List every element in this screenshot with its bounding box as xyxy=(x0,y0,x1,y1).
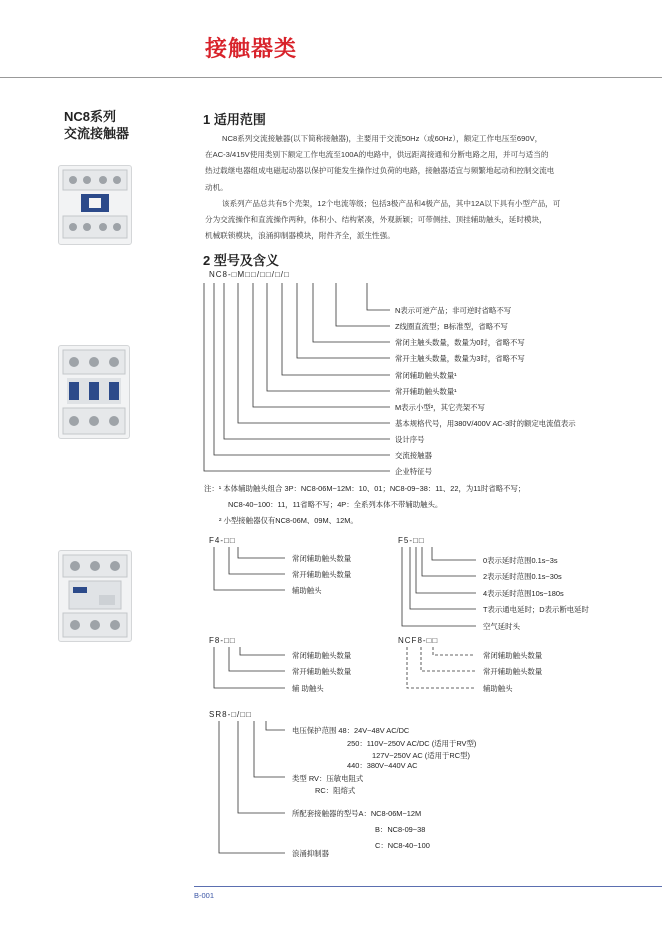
ncf8-aux-nc-count: 常闭辅助触头数量 xyxy=(483,651,543,660)
f5-range-2: 2表示延时范围0.1s~30s xyxy=(483,572,562,581)
text-line: 分为交流操作和直流操作两种，体积小、结构紧凑，外观新颖；可带侧挂、顶挂辅助触头，延时模块， xyxy=(205,215,547,225)
f4-code: F4-□□ xyxy=(209,536,236,545)
designation-aux-nc-count: 常闭辅助触头数量¹ xyxy=(395,371,457,380)
sr8-voltage-range: 电压保护范围 48：24V~48V AC/DC xyxy=(292,726,410,735)
f5-code: F5-□□ xyxy=(398,536,425,545)
sr8-voltage-127: 127V~250V AC (适用于RC型) xyxy=(372,751,470,760)
page-header-title: 接触器类 xyxy=(205,36,298,61)
sr8-model-c: C：NC8-40~100 xyxy=(375,841,430,850)
note-line: 注：¹ 本体辅助触头组合 3P：NC8-06M~12M：10、01；NC8-09~38：11、22，为11时省略不写； xyxy=(204,484,526,493)
f4-aux-contact: 辅助触头 xyxy=(292,586,322,595)
designation-aux-no-count: 常开辅助触头数量¹ xyxy=(395,387,457,396)
text-line: 动机。 xyxy=(205,182,228,192)
sr8-type-rc: RC：阻熔式 xyxy=(315,786,356,795)
designation-design-serial: 设计序号 xyxy=(395,435,425,444)
sr8-type-rv: 类型 RV：压敏电阻式 xyxy=(292,774,364,783)
f8-aux-no-count: 常开辅助触头数量 xyxy=(292,667,352,676)
f5-range-0: 0表示延时范围0.1s~3s xyxy=(483,556,558,565)
designation-main-no-count: 常开主触头数量，数量为3时，省略不写 xyxy=(395,354,525,363)
f8-aux-contact: 辅 助触头 xyxy=(292,684,324,693)
section-1-heading: 1 适用范围 xyxy=(203,112,266,127)
section-2-heading: 2 型号及含义 xyxy=(203,253,279,268)
ncf8-aux-contact: 辅助触头 xyxy=(483,684,513,693)
designation-company-code: 企业特征号 xyxy=(395,467,432,476)
ncf8-code: NCF8-□□ xyxy=(398,636,439,645)
designation-mini-type: M表示小型²，其它壳架不写 xyxy=(395,403,485,412)
ncf8-aux-no-count: 常开辅助触头数量 xyxy=(483,667,543,676)
f5-range-4: 4表示延时范围10s~180s xyxy=(483,589,564,598)
f8-aux-nc-count: 常闭辅助触头数量 xyxy=(292,651,352,660)
model-code: NC8-□M□□/□□/□/□ xyxy=(209,270,290,279)
f4-aux-nc-count: 常闭辅助触头数量 xyxy=(292,554,352,563)
series-name: NC8系列 xyxy=(64,109,117,124)
sr8-model-b: B：NC8-09~38 xyxy=(375,825,426,834)
note-line: NC8-40~100：11，11省略不写；4P：全系列本体不带辅助触头。 xyxy=(228,500,443,509)
sr8-code: SR8-□/□□ xyxy=(209,710,252,719)
text-line: 热过载继电器组成电磁起动器以保护可能发生操作过负荷的电路，接触器适宜与频繁地起动和控制交流电 xyxy=(205,166,555,176)
text-line: 在AC-3/415V使用类别下额定工作电流至100A的电路中，供远距离接通和分断电路之用，并可与适当的 xyxy=(205,150,549,160)
designation-main-nc-count: 常闭主触头数量，数量为0时，省略不写 xyxy=(395,338,525,347)
sr8-voltage-440: 440：380V~440V AC xyxy=(347,761,418,770)
designation-coil-type: Z线圈直流型；B标准型，省略不写 xyxy=(395,322,508,331)
page-number: B-001 xyxy=(194,891,215,900)
sr8-surge-suppressor: 浪涌抑制器 xyxy=(292,849,329,858)
f5-delay-mode: T表示通电延时；D表示断电延时 xyxy=(483,605,589,614)
footer-divider xyxy=(194,886,662,887)
sr8-model-a: 所配套接触器的型号A：NC8-06M~12M xyxy=(292,809,422,818)
f4-aux-no-count: 常开辅助触头数量 xyxy=(292,570,352,579)
f5-air-timer: 空气延时头 xyxy=(483,622,520,631)
designation-ac-contactor: 交流接触器 xyxy=(395,451,432,460)
text-line: NC8系列交流接触器(以下简称接触器)，主要用于交流50Hz（或60Hz），额定工作电压至690V， xyxy=(222,134,543,143)
series-subtitle: 交流接触器 xyxy=(64,126,130,141)
text-line: 机械联锁模块，浪涌抑制器模块，附件齐全，派生性强。 xyxy=(205,231,395,241)
designation-reversible: N表示可逆产品；非可逆时省略不写 xyxy=(395,306,512,315)
designation-rating-code: 基本规格代号，用380V/400V AC-3时的额定电流值表示 xyxy=(395,419,576,428)
f8-code: F8-□□ xyxy=(209,636,236,645)
text-line: 该系列产品总共有5个壳架，12个电流等级；包括3极产品和4极产品，其中12A以下具有小型产品，可 xyxy=(222,199,561,208)
sr8-voltage-250: 250：110V~250V AC/DC (适用于RV型) xyxy=(347,739,477,748)
note-line: ² 小型接触器仅有NC8-06M、09M、12M。 xyxy=(219,516,358,525)
